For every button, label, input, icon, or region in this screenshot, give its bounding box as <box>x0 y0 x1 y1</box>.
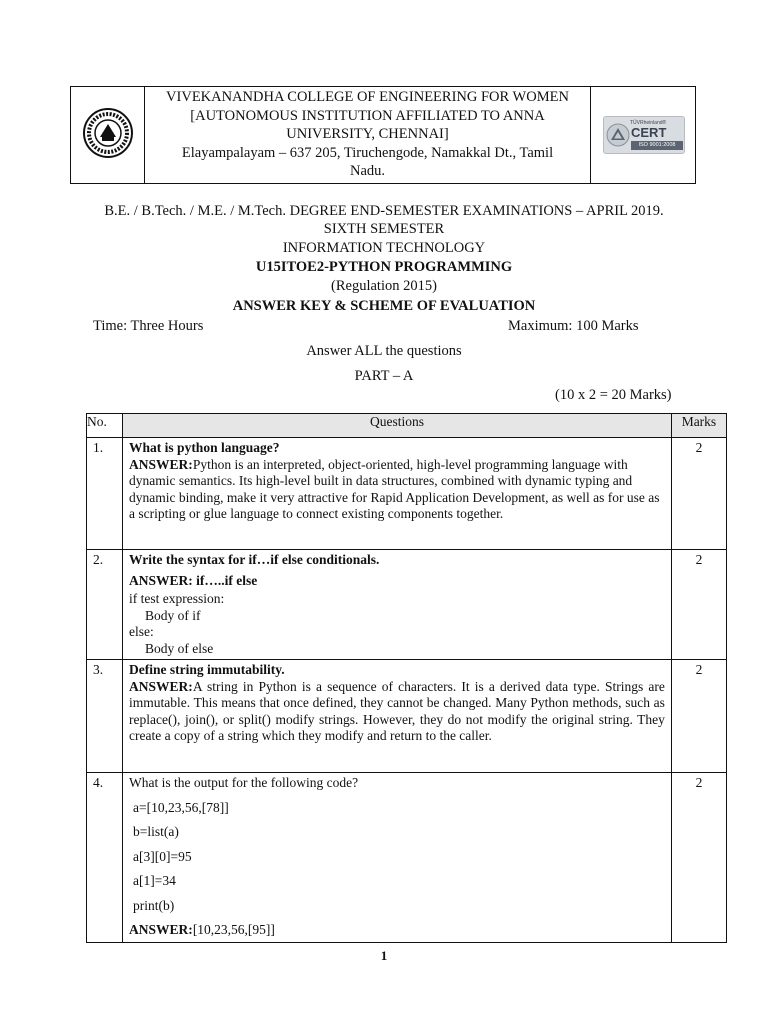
marks-value: 2 <box>671 660 726 773</box>
answer-text: [10,23,56,[95]] <box>192 922 275 937</box>
code-line: Body of else <box>145 640 214 656</box>
cert-main-text: CERT <box>631 125 667 140</box>
table-row <box>87 660 727 773</box>
table-row <box>87 550 727 660</box>
department-label: INFORMATION TECHNOLOGY <box>282 240 486 256</box>
header-no: No. <box>87 414 123 438</box>
answer-text: A string in Python is a sequence of characters. It is a derived data type. Strings are immutable. This means that once defined, they cannot be changed. Many Python methods, such as replace(), join(), or split() modify strings. However, they do not modify the original string. They create a copy of a string which they modify and return to the caller. <box>129 678 665 743</box>
questions-table <box>86 413 727 943</box>
answer-label: ANSWER: <box>129 678 193 694</box>
question-text: What is the output for the following code? <box>129 775 359 790</box>
code-line: else: <box>129 624 154 639</box>
code-line: a[3][0]=95 <box>133 848 192 864</box>
cert-iso-text: ISO 9001:2008 <box>631 141 683 150</box>
exam-title: B.E. / B.Tech. / M.E. / M.Tech. DEGREE END-SEMESTER EXAMINATIONS – APRIL 2019. <box>104 203 664 219</box>
autonomous-line: [AUTONOMOUS INSTITUTION AFFILIATED TO ANNA <box>190 107 545 124</box>
question-cell <box>123 773 672 943</box>
address-line-2: Nadu. <box>349 163 386 179</box>
question-number: 1. <box>87 438 123 550</box>
answer-text: Python is an interpreted, object-oriented, high-level programming language with dynamic semantics. Its high-level built in data structures, combined with dynamic typing and dynamic binding, make it very attractive for Rapid Application Development, as well as for use as a scripting or glue language to connect existing components together. <box>129 456 660 521</box>
duration-label: Time: Three Hours <box>93 318 204 334</box>
question-text: Define string immutability. <box>129 662 285 677</box>
marks-value: 2 <box>671 550 726 660</box>
question-cell <box>123 438 672 550</box>
question-cell <box>123 550 672 660</box>
code-line: a[1]=34 <box>133 873 176 888</box>
answer-label: ANSWER: if…..if else <box>129 572 258 588</box>
table-row <box>87 773 727 943</box>
marks-value: 2 <box>671 438 726 550</box>
code-line: a=[10,23,56,[78]] <box>133 799 229 815</box>
instruction-text: Answer ALL the questions <box>306 343 462 359</box>
table-row <box>87 438 727 550</box>
course-title: U15ITOE2-PYTHON PROGRAMMING <box>255 259 513 275</box>
address-line: Elayampalayam – 637 205, Tiruchengode, Namakkal Dt., Tamil <box>181 144 554 161</box>
college-emblem-icon <box>71 87 145 183</box>
code-line: b=list(a) <box>133 824 179 839</box>
answer-label: ANSWER: <box>129 456 193 472</box>
max-marks-label: Maximum: 100 Marks <box>508 318 639 334</box>
college-logo-cell <box>71 87 145 183</box>
marks-value: 2 <box>671 773 726 943</box>
answer-label: ANSWER: <box>129 922 193 937</box>
iso-certification-badge <box>603 116 685 154</box>
page-number: 1 <box>380 948 388 963</box>
question-number: 2. <box>87 550 123 660</box>
question-cell <box>123 660 672 773</box>
answer-block <box>129 679 665 745</box>
code-line: if test expression: <box>129 591 225 606</box>
tuv-triangle-icon <box>606 123 630 147</box>
question-number: 3. <box>87 660 123 773</box>
institution-header <box>70 86 696 184</box>
table-header-row <box>87 414 727 438</box>
header-questions: Questions <box>123 414 672 438</box>
institution-name-block <box>145 87 591 183</box>
code-line: print(b) <box>133 897 175 913</box>
college-name: VIVEKANANDHA COLLEGE OF ENGINEERING FOR WOMEN <box>166 89 569 105</box>
part-label: PART – A <box>354 368 414 384</box>
semester-label: SIXTH SEMESTER <box>323 221 445 237</box>
header-marks: Marks <box>671 414 726 438</box>
regulation-label: (Regulation 2015) <box>331 278 437 294</box>
answer-block <box>129 922 665 939</box>
question-text: What is python language? <box>129 440 280 455</box>
code-line: Body of if <box>145 607 201 623</box>
certification-cell <box>591 87 695 183</box>
question-text: Write the syntax for if…if else conditionals. <box>129 552 380 567</box>
part-marks-label: (10 x 2 = 20 Marks) <box>555 387 672 403</box>
document-title: ANSWER KEY & SCHEME OF EVALUATION <box>232 298 536 314</box>
question-number: 4. <box>87 773 123 943</box>
cert-top-text: TÜVRheinland® <box>630 120 667 126</box>
university-line: UNIVERSITY, CHENNAI] <box>286 126 449 142</box>
answer-block <box>129 457 665 523</box>
